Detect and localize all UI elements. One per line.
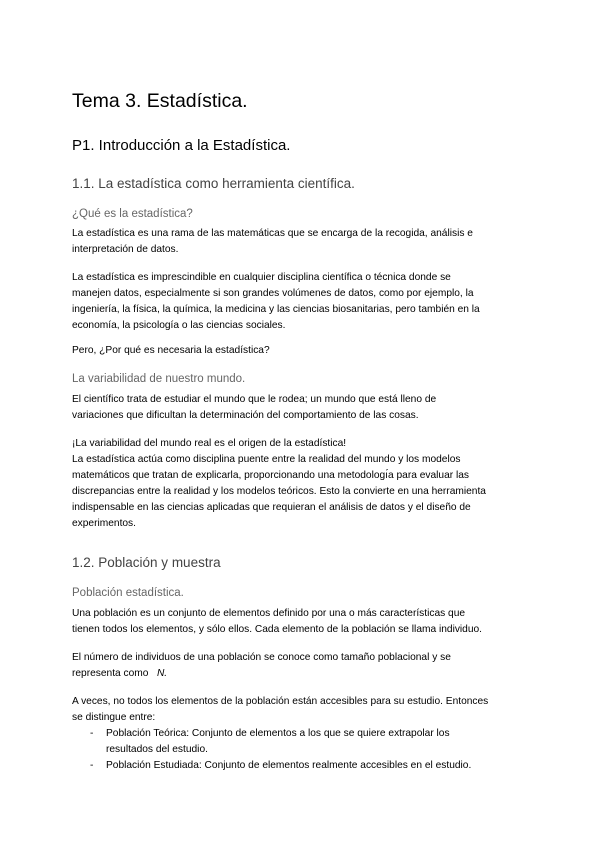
part-heading: P1. Introducción a la Estadística. bbox=[72, 137, 291, 154]
text-line: tienen todos los elementos, y sólo ellos. Cada elemento de la población se llama individuo. bbox=[72, 624, 483, 635]
symbol-n: N. bbox=[156, 668, 168, 679]
text-line: manejen datos, especialmente si son grandes volúmenes de datos, como por ejemplo, la bbox=[72, 288, 474, 299]
text-line: Pero, ¿Por qué es necesaria la estadística? bbox=[72, 345, 270, 356]
paragraph-poblacion-definicion bbox=[72, 606, 532, 638]
paragraph-cientifico bbox=[72, 392, 532, 424]
text-line: ingeniería, la física, la química, la medicina y las ciencias biosanitarias, pero también en la bbox=[72, 304, 480, 315]
subsection-heading-variabilidad: La variabilidad de nuestro mundo. bbox=[72, 373, 246, 385]
text-line: Una población es un conjunto de elementos definido por una o más características que bbox=[72, 608, 466, 619]
text-line: La estadística actúa como disciplina puente entre la realidad del mundo y los modelos bbox=[72, 454, 461, 465]
text-fragment: representa como bbox=[72, 668, 149, 679]
section-heading-1-2: 1.2. Población y muestra bbox=[72, 555, 221, 570]
text-line: economía, la psicología o las ciencias sociales. bbox=[72, 320, 286, 331]
text-line: Población Teórica: Conjunto de elementos a los que se quiere extrapolar los bbox=[106, 728, 450, 739]
text-line: El científico trata de estudiar el mundo que le rodea; un mundo que está lleno de bbox=[72, 394, 437, 405]
text-line: experimentos. bbox=[72, 518, 136, 529]
text-line: se distingue entre: bbox=[72, 712, 156, 723]
text-line: interpretación de datos. bbox=[72, 244, 179, 255]
paragraph-pregunta bbox=[72, 343, 532, 359]
paragraph-imprescindible bbox=[72, 270, 532, 334]
text-line: A veces, no todos los elementos de la población están accesibles para su estudio. Entonces bbox=[72, 696, 489, 707]
population-types-list bbox=[72, 726, 532, 774]
text-line: La estadística es una rama de las matemáticas que se encarga de la recogida, análisis e bbox=[72, 228, 473, 239]
list-marker: - bbox=[90, 728, 94, 739]
text-line: El número de individuos de una población se conoce como tamaño poblacional y se bbox=[72, 652, 451, 663]
text-line: ¡La variabilidad del mundo real es el origen de la estadística! bbox=[72, 438, 347, 449]
list-marker: - bbox=[90, 760, 94, 771]
subsection-heading-poblacion: Población estadística. bbox=[72, 587, 184, 599]
document-title: Tema 3. Estadística. bbox=[72, 90, 248, 112]
text-line: discrepancias entre la realidad y los modelos teóricos. Esto la convierte en una herramienta bbox=[72, 486, 486, 497]
paragraph-variabilidad-origen bbox=[72, 436, 532, 532]
text-line bbox=[72, 666, 532, 682]
section-heading-1-1: 1.1. La estadística como herramienta científica. bbox=[72, 176, 355, 191]
text-line: matemáticos que tratan de explicarla, proporcionando una metodologı́a para evaluar las bbox=[72, 470, 469, 481]
text-line: indispensable en las ciencias aplicadas que requieran el análisis de datos y el diseño de bbox=[72, 502, 471, 513]
text-line: La estadística es imprescindible en cualquier disciplina científica o técnica donde se bbox=[72, 272, 451, 283]
list-item bbox=[72, 726, 532, 758]
list-item bbox=[72, 758, 532, 774]
text-line: resultados del estudio. bbox=[106, 744, 208, 755]
paragraph-accesibles bbox=[72, 694, 532, 726]
paragraph-tamano-poblacional bbox=[72, 650, 532, 682]
text-line: Población Estudiada: Conjunto de elementos realmente accesibles en el estudio. bbox=[106, 760, 472, 771]
text-line: variaciones que dificultan la determinación del comportamiento de las cosas. bbox=[72, 410, 419, 421]
paragraph-definicion bbox=[72, 226, 532, 258]
subsection-heading-que-es: ¿Qué es la estadística? bbox=[72, 208, 193, 220]
